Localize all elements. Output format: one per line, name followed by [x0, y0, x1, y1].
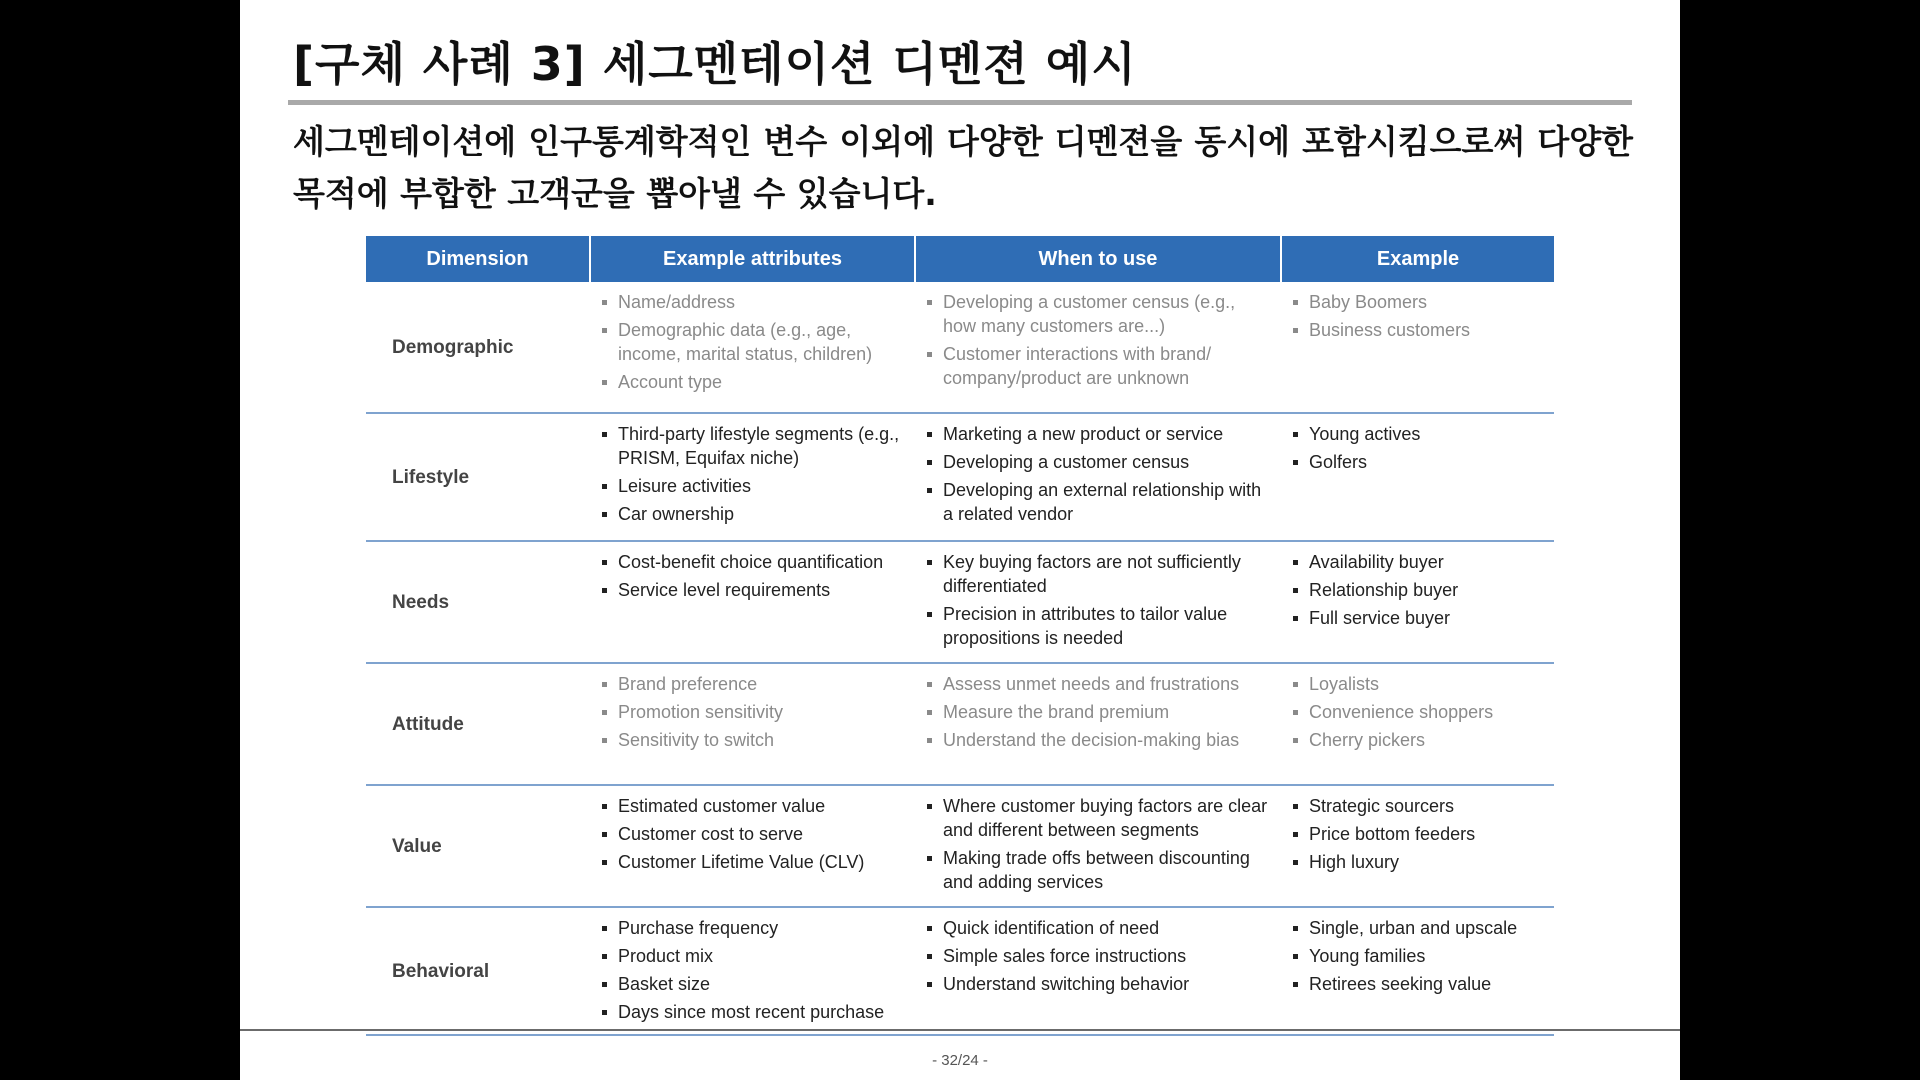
when-to-use-cell	[915, 541, 1281, 663]
bullet-item: Golfers	[1293, 450, 1544, 474]
bullet-item: Simple sales force instructions	[927, 944, 1271, 968]
table-header-row	[366, 236, 1554, 282]
bullet-list	[927, 794, 1271, 894]
bullet-item: Making trade offs between discounting and adding services	[927, 846, 1271, 894]
when-to-use-cell	[915, 785, 1281, 907]
bullet-item: Business customers	[1293, 318, 1544, 342]
bullet-item: Single, urban and upscale	[1293, 916, 1544, 940]
when-to-use-cell	[915, 663, 1281, 785]
when-to-use-cell	[915, 907, 1281, 1035]
example-cell	[1281, 785, 1554, 907]
footer-divider	[240, 1029, 1680, 1031]
bullet-item: Customer cost to serve	[602, 822, 905, 846]
bullet-item: Third-party lifestyle segments (e.g., PRISM, Equifax niche)	[602, 422, 905, 470]
bullet-list	[602, 672, 905, 752]
bullet-item: Baby Boomers	[1293, 290, 1544, 314]
attributes-cell	[590, 282, 915, 413]
bullet-list	[1293, 550, 1544, 630]
attributes-cell	[590, 663, 915, 785]
bullet-item: Name/address	[602, 290, 905, 314]
bullet-item: Service level requirements	[602, 578, 905, 602]
attributes-cell	[590, 785, 915, 907]
header-when-to-use: When to use	[915, 236, 1281, 282]
bullet-item: Developing an external relationship with a related vendor	[927, 478, 1271, 526]
bullet-item: Cherry pickers	[1293, 728, 1544, 752]
bullet-item: Cost-benefit choice quantification	[602, 550, 905, 574]
dimension-cell: Attitude	[366, 663, 590, 785]
bullet-item: Customer interactions with brand/ company/product are unknown	[927, 342, 1271, 390]
table-row	[366, 785, 1554, 907]
slide-subtitle: 세그멘테이션에 인구통계학적인 변수 이외에 다양한 디멘젼을 동시에 포함시킴으로써 다양한 목적에 부합한 고객군을 뽑아낼 수 있습니다.	[293, 122, 1633, 213]
attributes-cell	[590, 907, 915, 1035]
bullet-item: Brand preference	[602, 672, 905, 696]
bullet-list	[927, 672, 1271, 752]
table-row	[366, 282, 1554, 413]
bullet-item: Retirees seeking value	[1293, 972, 1544, 996]
bullet-item: Product mix	[602, 944, 905, 968]
bullet-item: Days since most recent purchase	[602, 1000, 905, 1024]
bullet-item: Understand the decision-making bias	[927, 728, 1271, 752]
bullet-item: Loyalists	[1293, 672, 1544, 696]
dimension-cell: Needs	[366, 541, 590, 663]
when-to-use-cell	[915, 282, 1281, 413]
bullet-item: Assess unmet needs and frustrations	[927, 672, 1271, 696]
bullet-list	[927, 290, 1271, 390]
table-row	[366, 663, 1554, 785]
bullet-list	[602, 422, 905, 526]
table-row	[366, 907, 1554, 1035]
bullet-item: Marketing a new product or service	[927, 422, 1271, 446]
example-cell	[1281, 907, 1554, 1035]
bullet-item: Price bottom feeders	[1293, 822, 1544, 846]
dimension-cell: Value	[366, 785, 590, 907]
attributes-cell	[590, 413, 915, 541]
bullet-item: Sensitivity to switch	[602, 728, 905, 752]
header-dimension: Dimension	[366, 236, 590, 282]
bullet-item: High luxury	[1293, 850, 1544, 874]
bullet-list	[927, 916, 1271, 996]
example-cell	[1281, 541, 1554, 663]
bullet-list	[1293, 290, 1544, 342]
bullet-item: Precision in attributes to tailor value propositions is needed	[927, 602, 1271, 650]
bullet-item: Understand switching behavior	[927, 972, 1271, 996]
bullet-item: Demographic data (e.g., age, income, marital status, children)	[602, 318, 905, 366]
bullet-item: Young families	[1293, 944, 1544, 968]
bullet-list	[1293, 916, 1544, 996]
dimension-cell: Demographic	[366, 282, 590, 413]
bullet-list	[602, 794, 905, 874]
bullet-item: Developing a customer census	[927, 450, 1271, 474]
title-divider	[288, 100, 1632, 105]
header-example-attributes: Example attributes	[590, 236, 915, 282]
bullet-list	[602, 550, 905, 602]
bullet-item: Quick identification of need	[927, 916, 1271, 940]
bullet-item: Full service buyer	[1293, 606, 1544, 630]
header-example: Example	[1281, 236, 1554, 282]
bullet-item: Convenience shoppers	[1293, 700, 1544, 724]
bullet-item: Strategic sourcers	[1293, 794, 1544, 818]
table-row	[366, 413, 1554, 541]
attributes-cell	[590, 541, 915, 663]
when-to-use-cell	[915, 413, 1281, 541]
bullet-item: Car ownership	[602, 502, 905, 526]
bullet-item: Young actives	[1293, 422, 1544, 446]
bullet-item: Where customer buying factors are clear and different between segments	[927, 794, 1271, 842]
example-cell	[1281, 663, 1554, 785]
bullet-list	[602, 290, 905, 394]
slide	[240, 0, 1680, 1080]
bullet-list	[602, 916, 905, 1024]
dimension-cell: Lifestyle	[366, 413, 590, 541]
bullet-item: Measure the brand premium	[927, 700, 1271, 724]
dimension-table	[366, 236, 1554, 1036]
bullet-item: Promotion sensitivity	[602, 700, 905, 724]
bullet-list	[1293, 794, 1544, 874]
bullet-list	[927, 422, 1271, 526]
bullet-item: Purchase frequency	[602, 916, 905, 940]
bullet-item: Customer Lifetime Value (CLV)	[602, 850, 905, 874]
bullet-item: Leisure activities	[602, 474, 905, 498]
bullet-list	[927, 550, 1271, 650]
bullet-item: Availability buyer	[1293, 550, 1544, 574]
slide-title: [구체 사례 3] 세그멘테이션 디멘젼 예시	[293, 37, 1137, 91]
table-body	[366, 282, 1554, 1035]
bullet-item: Account type	[602, 370, 905, 394]
bullet-item: Estimated customer value	[602, 794, 905, 818]
dimension-cell: Behavioral	[366, 907, 590, 1035]
bullet-item: Relationship buyer	[1293, 578, 1544, 602]
table-row	[366, 541, 1554, 663]
bullet-item: Key buying factors are not sufficiently differentiated	[927, 550, 1271, 598]
bullet-item: Developing a customer census (e.g., how many customers are...)	[927, 290, 1271, 338]
example-cell	[1281, 413, 1554, 541]
bullet-item: Basket size	[602, 972, 905, 996]
bullet-list	[1293, 422, 1544, 474]
example-cell	[1281, 282, 1554, 413]
bullet-list	[1293, 672, 1544, 752]
page-number: - 32/24 -	[932, 1052, 988, 1069]
